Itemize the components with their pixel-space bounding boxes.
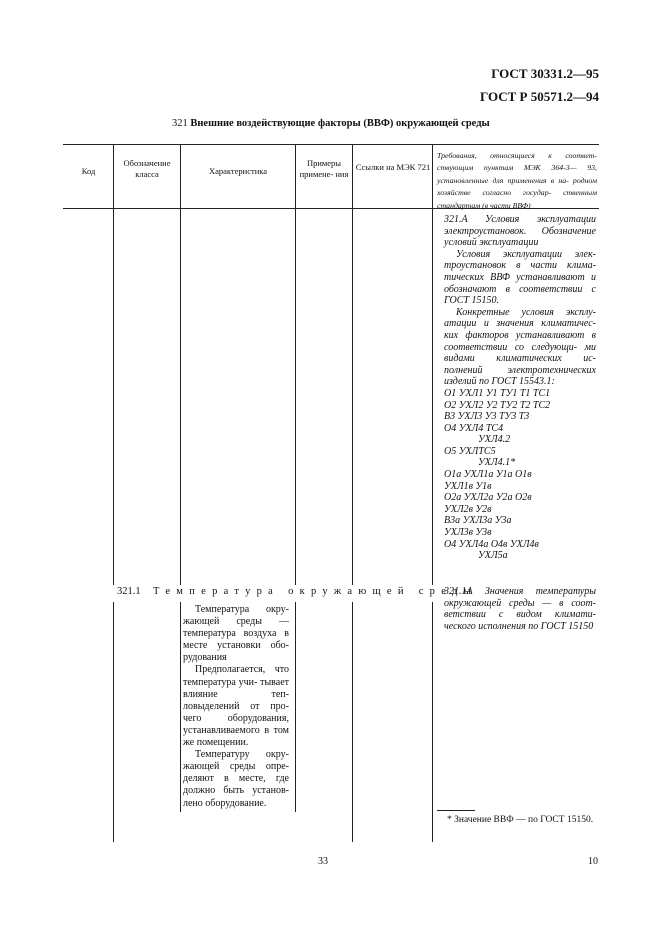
caption-title: Внешние воздействующие факторы (ВВФ) окружающей среды	[190, 118, 490, 129]
col-border-3	[295, 144, 296, 585]
climate-line: УХЛ4.1*	[478, 457, 516, 469]
col-border-4	[352, 144, 353, 585]
climate-line: О5 УХЛТС5	[444, 445, 496, 457]
climate-line: УХЛ3в У3в	[444, 527, 492, 539]
climate-line: О4 УХЛ4а О4в УХЛ4в	[444, 538, 539, 550]
table-top-rule	[63, 144, 599, 145]
climate-line: О4 УХЛ4 ТС4	[444, 422, 504, 434]
doc-header-2: ГОСТ Р 50571.2—94	[480, 89, 599, 104]
block-321-1a-text: 321.1А Значения температуры окружающей среды — в соот- ветствии с видом климати- ческого исполнения по ГОСТ 15150	[444, 586, 596, 632]
block-321a-para2: Конкретные условия эксплу- атации и значения климатичес- ких факторов устанавливают в соответствии со следующи- ми видами климатических ис- полнений электротехнических изделий по ГОСТ 15543.1:	[444, 306, 596, 388]
char-para-3: Температуру окру- жающей среды опре- деляют в месте, где должно быть установ- лено оборудование.	[183, 749, 289, 809]
block-321a	[444, 214, 596, 562]
climate-line: УХЛ2в У2в	[444, 503, 492, 515]
col-header-iec: Ссылки на МЭК 721	[355, 162, 431, 172]
section-number: 321.1	[117, 586, 141, 597]
climate-line: О1а УХЛ1а У1а О1в	[444, 469, 532, 481]
col-header-code: Код	[81, 166, 96, 176]
climate-line: В3 УХЛ3 У3 ТУ3 Т3	[444, 411, 530, 423]
block-321-1a	[444, 586, 596, 632]
table-caption	[172, 118, 490, 129]
col-border-2	[180, 144, 181, 585]
col-border-4b	[352, 602, 353, 842]
climate-line: О2а УХЛ2а У2а О2в	[444, 492, 532, 504]
col-border-1	[113, 144, 114, 585]
col-header-examples: Примеры примене- ния	[299, 158, 349, 179]
col-border-5b	[432, 602, 433, 842]
climate-line: УХЛ1в У1в	[444, 480, 492, 492]
doc-header-1: ГОСТ 30331.2—95	[491, 66, 599, 81]
char-para-1: Температура окру- жающей среды — температура воздуха в месте установки обо- рудования	[183, 604, 289, 664]
footnote: * Значение ВВФ — по ГОСТ 15150.	[447, 815, 594, 825]
col-header-class: Обозначение класса	[123, 158, 171, 179]
col-border-1b	[113, 602, 114, 842]
climate-line: В3а УХЛ3а У3а	[444, 515, 512, 527]
col-border-3b	[295, 602, 296, 812]
climate-line: О2 УХЛ2 У2 ТУ2 Т2 ТС2	[444, 399, 551, 411]
section-title: Температура окружающей среды	[153, 586, 478, 597]
block-321a-title: 321.А Условия эксплуатации электроустановок. Обозначение условий эксплуатации	[444, 214, 596, 249]
climate-line: УХЛ4.2	[478, 434, 511, 446]
block-321a-para1: Условия эксплуатации элек- троустановок в части клима- тических ВВФ устанавливают и обозначают в соответствии с ГОСТ 15150.	[444, 248, 596, 307]
climate-line: УХЛ5а	[478, 550, 508, 562]
characteristic-text	[183, 604, 289, 810]
page-number: 33	[318, 856, 328, 867]
col-border-5	[432, 144, 433, 585]
page-counter-right: 10	[588, 856, 598, 867]
col-header-requirements: Требования, относящиеся к соответ- ствующим пунктам МЭК 364-3— 93, установленные для применения в на- родном хозяйстве согласно государ- ственным стандартам (в части ВВФ)	[437, 151, 597, 210]
col-border-2b	[180, 602, 181, 812]
col-header-characteristic: Характеристика	[208, 166, 268, 176]
footnote-rule	[437, 810, 475, 811]
caption-number: 321	[172, 118, 188, 129]
climate-line: О1 УХЛ1 У1 ТУ1 Т1 ТС1	[444, 387, 551, 399]
char-para-2: Предполагается, что температура учи- тывает влияние теп- ловыделений от про- чего оборудования, устанавливаемого в том же помещении.	[183, 664, 289, 749]
